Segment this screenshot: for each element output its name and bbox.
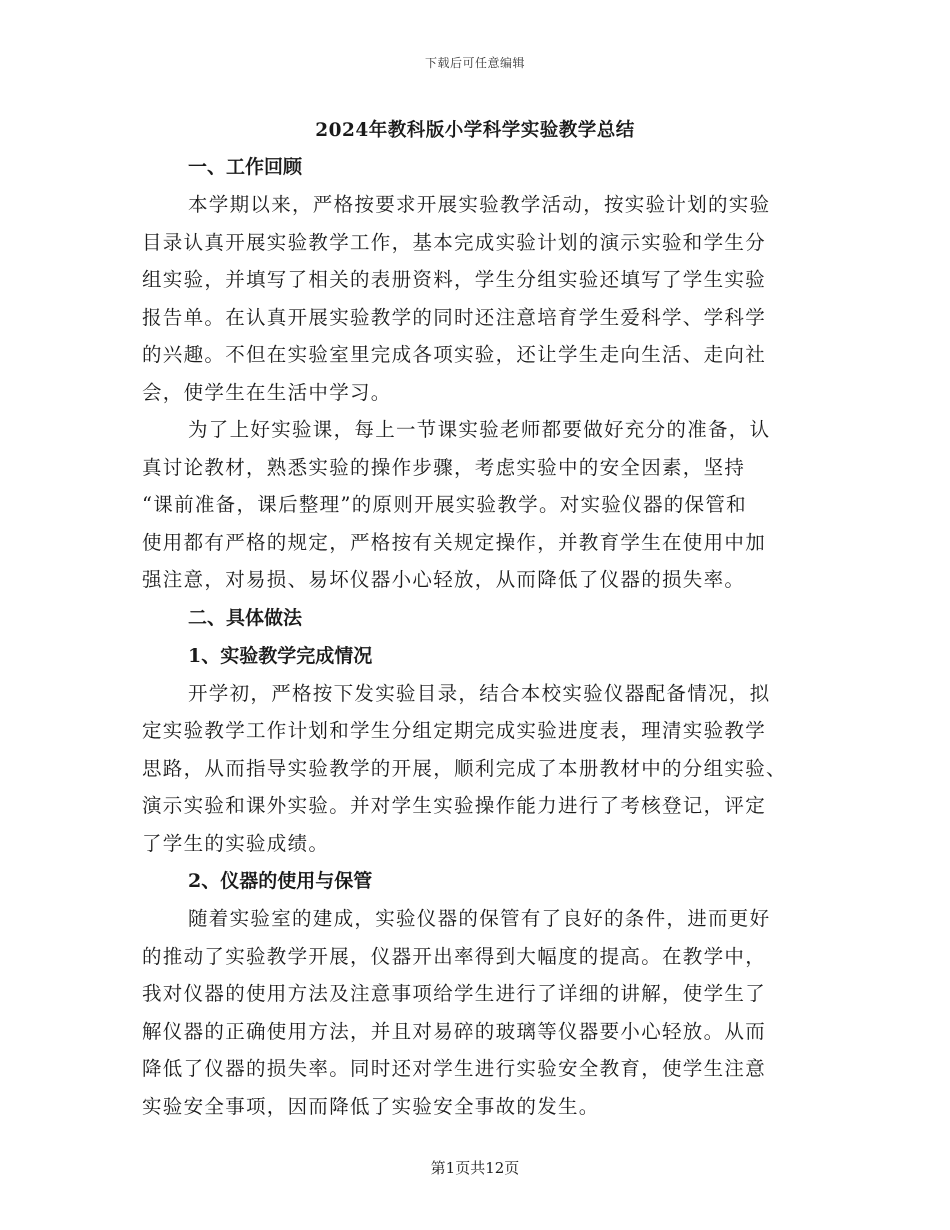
paragraph-instruments — [142, 900, 806, 1125]
page-number: 第1页共12页 — [430, 1159, 520, 1177]
subsection-heading-instruments: 2、仪器的使用与保管 — [188, 870, 373, 892]
paragraph-line: 思路，从而指导实验教学的开展，顺利完成了本册教材中的分组实验、 — [142, 756, 787, 780]
paragraph-line: “课前准备，课后整理”的原则开展实验教学。对实验仪器的保管和 — [142, 493, 747, 516]
paragraph-line: 开学初，严格按下发实验目录，结合本校实验仪器配备情况，拟 — [188, 681, 771, 705]
paragraph-line: 本学期以来，严格按要求开展实验教学活动，按实验计划的实验 — [188, 193, 771, 216]
paragraph-line: 了学生的实验成绩。 — [142, 831, 330, 855]
paragraph-line: 实验安全事项，因而降低了实验安全事故的发生。 — [142, 1094, 600, 1118]
paragraph-line: 强注意，对易损、易坏仪器小心轻放，从而降低了仪器的损失率。 — [142, 568, 746, 591]
document-body — [142, 148, 806, 1125]
paragraph-line: 的推动了实验教学开展，仪器开出率得到大幅度的提高。在教学中， — [142, 944, 767, 968]
paragraph-line: 降低了仪器的损失率。同时还对学生进行实验安全教育，使学生注意 — [142, 1057, 767, 1080]
paragraph-work-review-2 — [142, 411, 806, 599]
paragraph-line: 使用都有严格的规定，严格按有关规定操作，并教育学生在使用中加 — [142, 530, 767, 554]
paragraph-line: 我对仪器的使用方法及注意事项给学生进行了详细的讲解，使学生了 — [142, 982, 767, 1005]
document-title: 2024年教科版小学科学实验教学总结 — [315, 120, 635, 141]
paragraph-line: 演示实验和课外实验。并对学生实验操作能力进行了考核登记，评定 — [142, 794, 767, 817]
paragraph-line: 为了上好实验课，每上一节课实验老师都要做好充分的准备，认 — [188, 418, 771, 441]
paragraph-line: 组实验，并填写了相关的表册资料，学生分组实验还填写了学生实验 — [142, 268, 767, 291]
section-heading-work-review: 一、工作回顾 — [188, 156, 303, 178]
paragraph-line: 目录认真开展实验教学工作，基本完成实验计划的演示实验和学生分 — [142, 230, 767, 254]
paragraph-line: 的兴趣。不但在实验室里完成各项实验，还让学生走向生活、走向社 — [142, 343, 767, 366]
paragraph-line: 真讨论教材，熟悉实验的操作步骤，考虑实验中的安全因素，坚持 — [142, 455, 746, 479]
paragraph-line: 报告单。在认真开展实验教学的同时还注意培育学生爱科学、学科学 — [142, 305, 767, 329]
section-heading-specific-methods: 二、具体做法 — [188, 606, 303, 629]
paragraph-line: 随着实验室的建成，实验仪器的保管有了良好的条件，进而更好 — [188, 907, 771, 930]
paragraph-completion — [142, 675, 806, 863]
subsection-heading-completion: 1、实验教学完成情况 — [188, 644, 373, 667]
paragraph-work-review-1 — [142, 186, 806, 411]
page-header-note: 下载后可任意编辑 — [424, 56, 525, 70]
paragraph-line: 定实验教学工作计划和学生分组定期完成实验进度表，理清实验教学 — [142, 719, 767, 742]
paragraph-line: 会，使学生在生活中学习。 — [142, 380, 392, 404]
paragraph-line: 解仪器的正确使用方法，并且对易碎的玻璃等仪器要小心轻放。从而 — [142, 1019, 767, 1043]
